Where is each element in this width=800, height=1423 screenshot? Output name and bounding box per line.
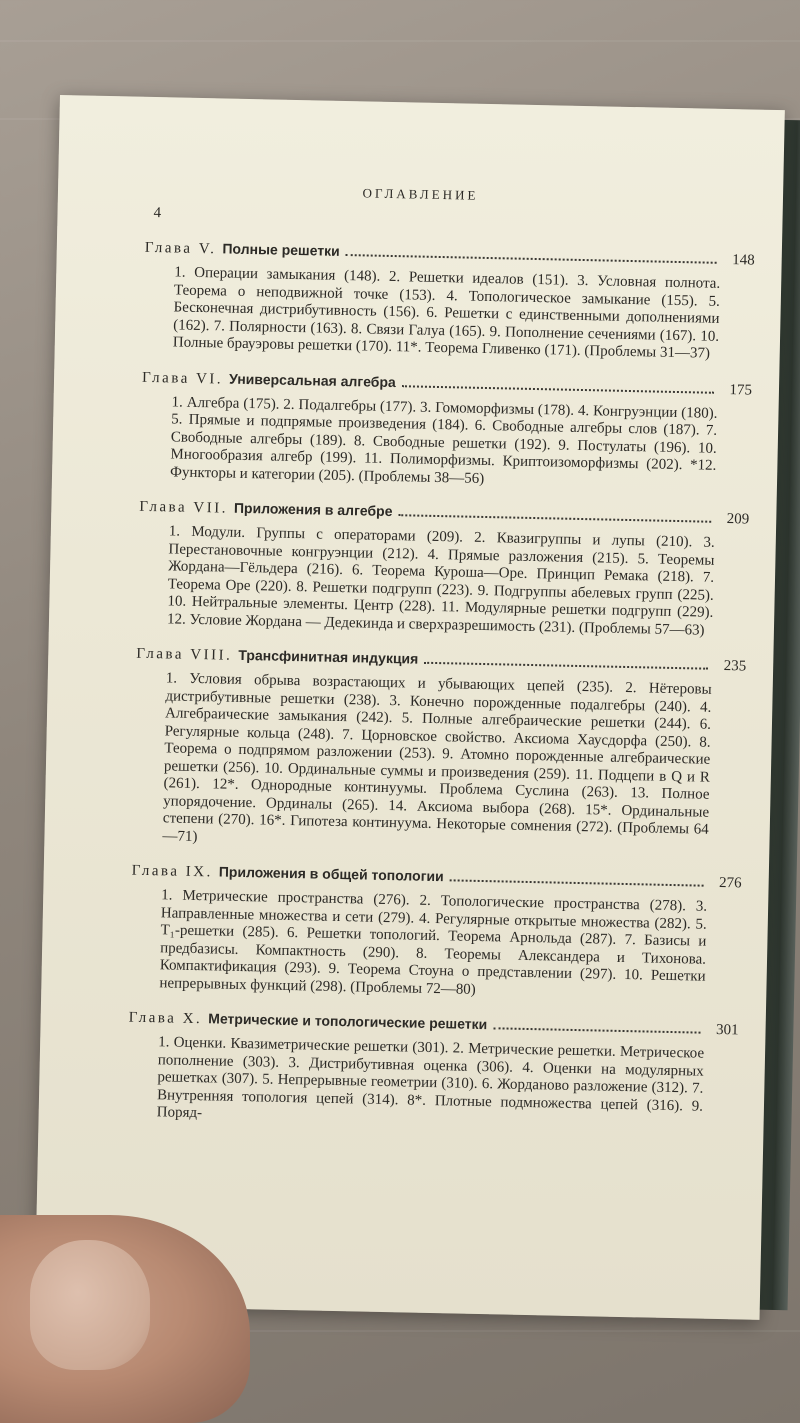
dot-leader	[346, 242, 717, 264]
chapter-label: Глава VII.	[139, 498, 229, 517]
chapter-5	[143, 237, 755, 364]
chapter-6	[140, 366, 752, 493]
chapter-label: Глава V.	[144, 239, 217, 258]
chapter-title: Метрические и топологические решетки	[208, 1010, 488, 1033]
table-of-contents	[126, 237, 755, 1149]
page-number: 4	[153, 204, 162, 222]
chapter-contents: 1. Алгебра (175). 2. Подалгебры (177). 3. Гомоморфизмы (178). 4. Конгруэнции (180). 5. Прямые и подпрямые произведения (184). 6. Свободные алгебры слов (187). 7. Свободные алгебры (189). 8. Свободные решетки (192). 9. Постулаты (196). 10. Многообразия алгебр (199). 11. Полиморфизмы. Криптоизоморфизмы (202). *12. Функторы и категории (205). (Проблемы 38—56)	[169, 393, 718, 487]
chapter-label: Глава IX.	[131, 862, 213, 881]
chapter-contents: 1. Оценки. Квазиметрические решетки (301). 2. Метрические решетки. Метрическое пополнение (303). 3. Дистрибутивная оценка (306). 4. Оценки на модулярных решетках (307). 5. Непрерывные геометрии (310). 6. Жорданово разложение (312). 7. Внутренняя топология цепей (314). 8*. Плотные подмножества цепей (316). 9. Поряд-	[156, 1034, 705, 1122]
chapter-9	[129, 860, 742, 1005]
chapter-page-number: 301	[715, 1021, 739, 1039]
chapter-contents: 1. Модули. Группы с операторами (209). 2. Квазигруппы и лупы (210). 3. Перестановочные конгруэнции (212). 4. Прямые разложения (215). 5. Теоремы Жордана—Гёльдера (216). 6. Теорема Куроша—Оре. Принцип Ремака (218). 7. Теорема Оре (220). 8. Решетки подгрупп (223). 9. Подгруппы абелевых групп (225). 10. Нейтральные элементы. Центр (228). 11. Модулярные решетки подгрупп (229). 12. Условие Жордана — Дедекинда и сверхразрешимость (231). (Проблемы 57—63)	[166, 523, 715, 639]
book-page	[35, 95, 785, 1320]
chapter-10	[127, 1007, 739, 1134]
dot-leader	[398, 502, 711, 523]
dot-leader	[402, 373, 715, 394]
chapter-page-number: 175	[729, 381, 753, 399]
chapter-contents: 1. Операции замыкания (148). 2. Решетки идеалов (151). 3. Условная полнота. Теорема о неподвижной точке (153). 4. Топологическое замыкание (155). 5. Бесконечная дистрибутивность (156). 6. Решетки с единственными дополнениями (162). 7. Полярности (163). 8. Связи Галуа (165). 9. Пополнение сечениями (167). 10. Полные брауэровы решетки (170). 11*. Теорема Гливенко (171). (Проблемы 31—37)	[172, 264, 721, 362]
chapter-8	[132, 643, 746, 858]
chapter-label: Глава X.	[128, 1009, 203, 1028]
thumb	[30, 1240, 150, 1370]
chapter-title: Трансфинитная индукция	[238, 646, 419, 667]
dot-leader	[493, 1015, 701, 1033]
chapter-page-number: 276	[718, 874, 742, 892]
chapter-title: Приложения в алгебре	[233, 499, 393, 520]
chapter-title: Приложения в общей топологии	[218, 863, 444, 885]
chapter-contents: 1. Условия обрыва возрастающих и убывающих цепей (235). 2. Нётеровы дистрибутивные решетки (238). 3. Конечно порожденные подалгебры (240). 4. Алгебраические замыкания (242). 5. Полные алгебраические решетки (244). 6. Регулярные кольца (248). 7. Цорновское свойство. Аксиома Хаусдорфа (250). 8. Теорема о подпрямом разложении (253). 9. Атомно порожденные алгебраические решетки (256). 10. Ординальные суммы и произведения (259). 11. Подцепи в Q и R (261). 12*. Однородные континуумы. Проблема Суслина (263). 13. Полное упорядочение. Ординалы (265). 14. Аксиома выбора (268). 15*. Ординальные степени (270). 16*. Гипотеза континуума. Некоторые сомнения (272). (Проблемы 64—71)	[162, 670, 712, 845]
chapter-label: Глава VIII.	[136, 645, 233, 664]
dot-leader	[424, 650, 708, 670]
dot-leader	[450, 867, 704, 886]
chapter-7	[137, 496, 750, 641]
chapter-title: Полные решетки	[222, 240, 340, 259]
chapter-contents: 1. Метрические пространства (276). 2. Топологические пространства (278). 3. Направленные множества и сети (279). 4. Регулярные открытые множества (282). 5. T₁-решетки (285). 6. Решетки топологий. Теорема Арнольда (287). 7. Базисы и предбазисы. Компактность (290). 8. Теоремы Александера и Тихонова. Компактификация (293). 9. Теорема Стоуна о представлении (297). 10. Решетки непрерывных функций (298). (Проблемы 72—80)	[159, 887, 708, 998]
chapter-page-number: 235	[723, 658, 747, 675]
chapter-page-number: 148	[732, 252, 755, 269]
chapter-page-number: 209	[726, 511, 750, 528]
chapter-label: Глава VI.	[141, 369, 224, 387]
chapter-title: Универсальная алгебра	[229, 370, 396, 390]
running-head: ОГЛАВЛЕНИЕ	[362, 185, 479, 203]
